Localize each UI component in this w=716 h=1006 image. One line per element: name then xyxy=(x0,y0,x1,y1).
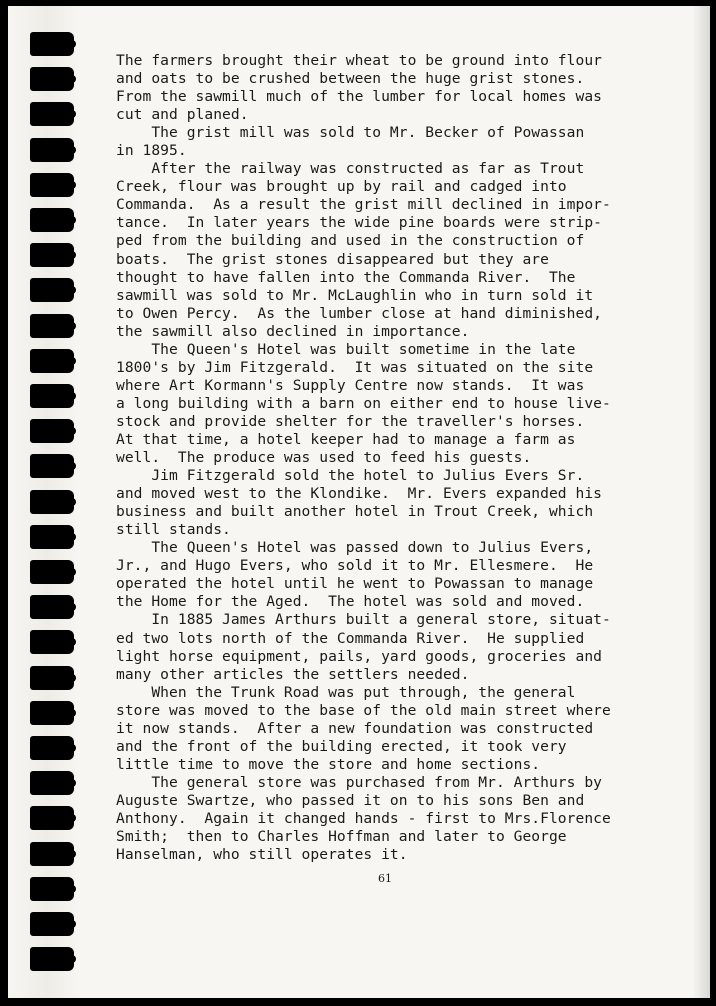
text-line: light horse equipment, pails, yard goods, groceries and xyxy=(116,647,602,665)
text-line: to Owen Percy. As the lumber close at hand diminished, xyxy=(116,304,602,322)
text-line: At that time, a hotel keeper had to manage a farm as xyxy=(116,430,576,448)
text-line: a long building with a barn on either end to house live- xyxy=(116,394,611,412)
binding-ring xyxy=(30,595,74,619)
text-line: The farmers brought their wheat to be ground into flour xyxy=(116,52,602,69)
binding-ring xyxy=(30,806,74,830)
text-line: tance. In later years the wide pine boards were strip- xyxy=(116,214,602,232)
binding-ring xyxy=(30,138,74,162)
binding-ring xyxy=(30,419,74,443)
text-line: 1800's by Jim Fitzgerald. It was situated on the site xyxy=(116,358,594,376)
binding-ring xyxy=(30,454,74,478)
text-line: the sawmill also declined in importance. xyxy=(116,322,470,340)
binding-ring xyxy=(30,67,74,91)
text-line: In 1885 James Arthurs built a general store, situat- xyxy=(116,611,611,629)
text-line: The Queen's Hotel was built sometime in the late xyxy=(116,340,576,358)
text-line: and moved west to the Klondike. Mr. Evers expanded his xyxy=(116,485,602,503)
text-line: operated the hotel until he went to Powassan to manage xyxy=(116,575,594,593)
binding-ring xyxy=(30,32,74,56)
binding-ring xyxy=(30,560,74,584)
body-text xyxy=(116,52,636,864)
text-line: stock and provide shelter for the traveller's horses. xyxy=(116,412,585,430)
text-line: it now stands. After a new foundation was constructed xyxy=(116,719,594,737)
page-number: 61 xyxy=(378,872,392,885)
binding-ring xyxy=(30,630,74,654)
binding-ring xyxy=(30,173,74,197)
text-line: sawmill was sold to Mr. McLaughlin who in turn sold it xyxy=(116,286,594,304)
binding-ring xyxy=(30,490,74,514)
binding-ring xyxy=(30,208,74,232)
text-line: Smith; then to Charles Hoffman and later to George xyxy=(116,828,567,846)
text-line: well. The produce was used to feed his guests. xyxy=(116,449,532,467)
text-line: When the Trunk Road was put through, the general xyxy=(116,683,576,701)
text-line: store was moved to the base of the old main street where xyxy=(116,701,611,719)
text-line: still stands. xyxy=(116,521,231,539)
text-line: Auguste Swartze, who passed it on to his sons Ben and xyxy=(116,791,585,809)
binding-ring xyxy=(30,736,74,760)
text-line: thought to have fallen into the Commanda River. The xyxy=(116,268,576,286)
binding-ring xyxy=(30,243,74,267)
text-line: Jr., and Hugo Evers, who sold it to Mr. Ellesmere. He xyxy=(116,557,594,575)
binding-ring xyxy=(30,771,74,795)
spiral-binding xyxy=(8,6,80,998)
text-line: Commanda. As a result the grist mill declined in impor- xyxy=(116,196,611,214)
text-line: ed two lots north of the Commanda River. He supplied xyxy=(116,629,585,647)
binding-ring xyxy=(30,666,74,690)
text-line: and oats to be crushed between the huge grist stones. xyxy=(116,70,585,88)
text-line: where Art Kormann's Supply Centre now stands. It was xyxy=(116,376,585,394)
text-line: The general store was purchased from Mr. Arthurs by xyxy=(116,773,602,791)
binding-ring xyxy=(30,947,74,971)
text-line: The grist mill was sold to Mr. Becker of Powassan xyxy=(116,124,585,142)
binding-ring xyxy=(30,102,74,126)
text-line: From the sawmill much of the lumber for local homes was xyxy=(116,88,602,106)
binding-ring xyxy=(30,384,74,408)
text-line: Jim Fitzgerald sold the hotel to Julius Evers Sr. xyxy=(116,467,585,485)
text-line: ped from the building and used in the construction of xyxy=(116,232,585,250)
binding-ring xyxy=(30,912,74,936)
text-line: business and built another hotel in Trout Creek, which xyxy=(116,503,594,521)
binding-ring xyxy=(30,314,74,338)
binding-ring xyxy=(30,525,74,549)
text-line: The Queen's Hotel was passed down to Julius Evers, xyxy=(116,539,594,557)
text-line: Anthony. Again it changed hands - first to Mrs.Florence xyxy=(116,809,611,827)
text-line: the Home for the Aged. The hotel was sold and moved. xyxy=(116,593,585,611)
text-line: little time to move the store and home sections. xyxy=(116,755,541,773)
binding-ring xyxy=(30,842,74,866)
binding-ring xyxy=(30,877,74,901)
text-line: Creek, flour was brought up by rail and cadged into xyxy=(116,178,567,196)
text-line: and the front of the building erected, it took very xyxy=(116,737,567,755)
text-line: boats. The grist stones disappeared but they are xyxy=(116,250,549,268)
page-edge-shadow xyxy=(692,6,710,998)
text-line: After the railway was constructed as far as Trout xyxy=(116,160,585,178)
document-page xyxy=(8,6,710,998)
binding-ring xyxy=(30,349,74,373)
text-line: in 1895. xyxy=(116,142,187,160)
text-line: cut and planed. xyxy=(116,106,249,124)
binding-ring xyxy=(30,701,74,725)
binding-ring xyxy=(30,278,74,302)
text-line: many other articles the settlers needed. xyxy=(116,665,470,683)
text-line: Hanselman, who still operates it. xyxy=(116,846,408,864)
